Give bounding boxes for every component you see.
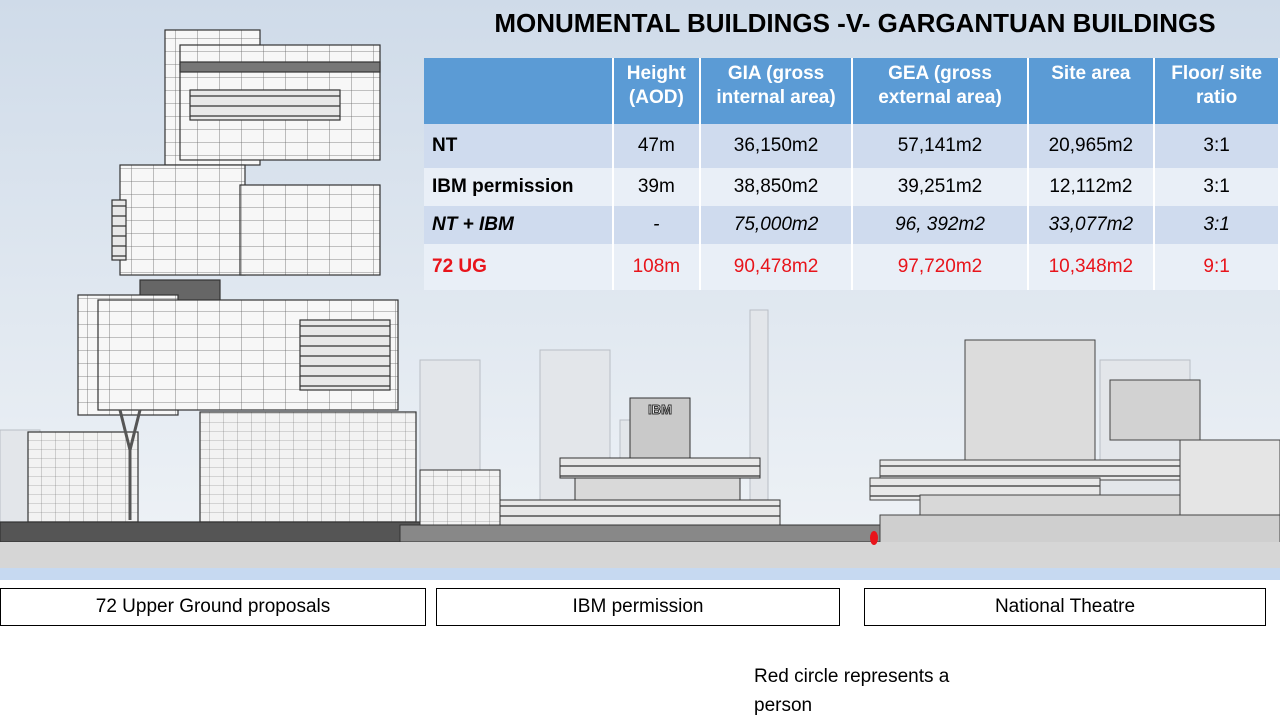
cell-site-area: 20,965m2 <box>1028 124 1155 168</box>
row-name: NT <box>424 124 613 168</box>
row-name: 72 UG <box>424 244 613 290</box>
column-header-floor-site-ratio: Floor/ site ratio <box>1154 58 1279 124</box>
ground <box>0 542 1280 572</box>
cell-gia: 36,150m2 <box>700 124 853 168</box>
comparison-table <box>424 58 1280 290</box>
cell-site-area: 10,348m2 <box>1028 244 1155 290</box>
cell-ratio: 3:1 <box>1154 124 1279 168</box>
river-band <box>0 568 1280 580</box>
column-header-site-area: Site area <box>1028 58 1155 124</box>
cell-gia: 90,478m2 <box>700 244 853 290</box>
cell-ratio: 3:1 <box>1154 206 1279 244</box>
row-name: IBM permission <box>424 168 613 206</box>
cell-gea: 96, 392m2 <box>852 206 1027 244</box>
column-header-height: Height (AOD) <box>613 58 700 124</box>
table-row <box>424 206 1279 244</box>
cell-gea: 57,141m2 <box>852 124 1027 168</box>
row-name: NT + IBM <box>424 206 613 244</box>
table-header-row <box>424 58 1279 124</box>
cell-ratio: 9:1 <box>1154 244 1279 290</box>
column-header-name <box>424 58 613 124</box>
table-row <box>424 124 1279 168</box>
caption-national-theatre: National Theatre <box>864 588 1266 626</box>
column-header-gia: GIA (gross internal area) <box>700 58 853 124</box>
cell-height: 108m <box>613 244 700 290</box>
cell-height: 47m <box>613 124 700 168</box>
page-title: MONUMENTAL BUILDINGS -V- GARGANTUAN BUILDINGS <box>494 8 1216 38</box>
ibm-sign: IBM <box>648 402 672 417</box>
cell-height: 39m <box>613 168 700 206</box>
person-marker <box>870 531 878 545</box>
caption-ibm-permission: IBM permission <box>436 588 840 626</box>
table-row <box>424 168 1279 206</box>
person-note: Red circle represents a person <box>754 666 950 716</box>
table-row <box>424 244 1279 290</box>
cell-gia: 38,850m2 <box>700 168 853 206</box>
cell-gea: 97,720m2 <box>852 244 1027 290</box>
cell-height: - <box>613 206 700 244</box>
column-header-gea: GEA (gross external area) <box>852 58 1027 124</box>
cell-site-area: 12,112m2 <box>1028 168 1155 206</box>
cell-site-area: 33,077m2 <box>1028 206 1155 244</box>
caption-72-upper-ground: 72 Upper Ground proposals <box>0 588 426 626</box>
cell-gia: 75,000m2 <box>700 206 853 244</box>
cell-ratio: 3:1 <box>1154 168 1279 206</box>
cell-gea: 39,251m2 <box>852 168 1027 206</box>
